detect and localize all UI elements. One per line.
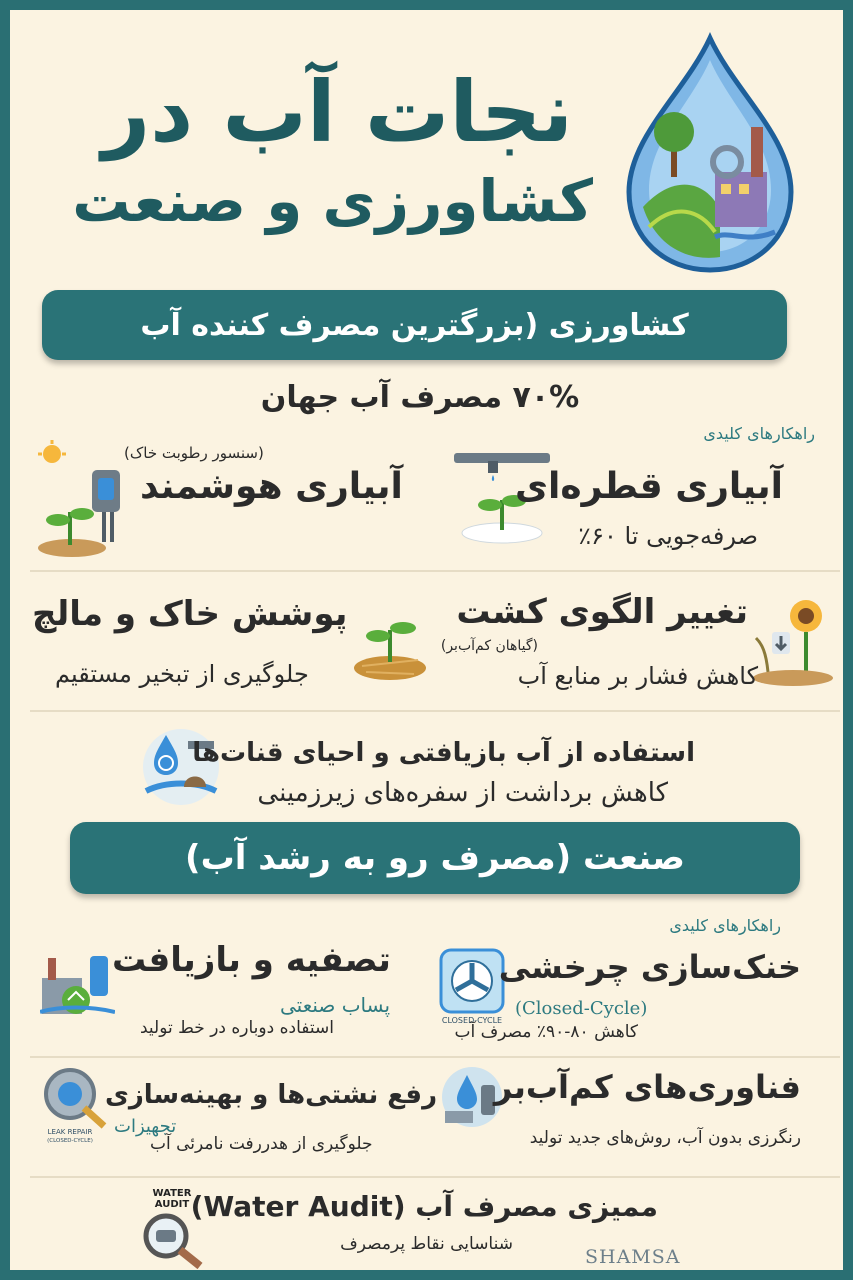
smart-irrigation-note: (سنسور رطوبت خاک)	[124, 444, 264, 462]
mulch-plant-icon	[348, 600, 433, 685]
leak-repair-title: رفع نشتی‌ها و بهینه‌سازی	[105, 1080, 438, 1110]
leak-icon-label1: LEAK REPAIR	[47, 1128, 93, 1136]
industry-banner-text: صنعت (مصرف رو به رشد آب)	[185, 838, 685, 878]
water-audit-title: ممیزی مصرف آب (Water Audit)	[190, 1190, 658, 1223]
treatment-note: پساب صنعتی	[280, 993, 391, 1017]
treatment-desc: استفاده دوباره در خط تولید	[140, 1018, 334, 1038]
smart-irrigation-title: آبیاری هوشمند	[140, 466, 403, 507]
recycled-water-title: استفاده از آب بازیافتی و احیای قنات‌ها	[192, 738, 695, 768]
section-divider	[30, 1176, 840, 1178]
section-divider	[30, 710, 840, 712]
page-title-line2: کشاورزی و صنعت	[72, 167, 593, 235]
mulch-desc: جلوگیری از تبخیر مستقیم	[55, 660, 309, 688]
leak-icon-label2: (CLOSED-CYCLE)	[47, 1138, 93, 1144]
low-water-tech-desc: رنگرزی بدون آب، روش‌های جدید تولید	[529, 1128, 801, 1148]
cooling-icon-label: CLOSED-CYCLE	[441, 1016, 503, 1025]
leak-repair-icon	[40, 1064, 115, 1144]
drip-irrigation-desc: صرفه‌جویی تا ۶۰٪	[578, 522, 758, 550]
industry-banner	[70, 822, 800, 894]
crop-pattern-title: تغییر الگوی کشت	[456, 592, 748, 632]
audit-icon-label2: AUDIT	[154, 1199, 190, 1210]
leak-repair-note: تجهیزات	[114, 1116, 177, 1137]
water-audit-desc: شناسایی نقاط پرمصرف	[340, 1234, 513, 1254]
cooling-note: (Closed-Cycle)	[515, 998, 648, 1019]
mulch-title: پوشش خاک و مالچ	[32, 594, 348, 634]
water-drop-icon	[615, 32, 805, 277]
smart-irrigation-icon	[32, 440, 137, 560]
audit-icon-label1: WATER	[152, 1188, 192, 1199]
leak-repair-desc: جلوگیری از هدررفت نامرئی آب	[150, 1134, 373, 1154]
agriculture-stat: ۷۰% مصرف آب جهان	[260, 380, 580, 415]
agriculture-banner-text: کشاورزی (بزرگترین مصرف کننده آب	[140, 307, 689, 343]
treatment-title: تصفیه و بازیافت	[112, 940, 391, 980]
cooling-fan-icon	[437, 946, 507, 1026]
page-title-line1: نجات آب در	[101, 63, 573, 161]
agriculture-banner	[42, 290, 787, 360]
industry-key-solutions: راهکارهای کلیدی	[669, 916, 781, 935]
drip-irrigation-title: آبیاری قطره‌ای	[515, 466, 783, 507]
sunflower-icon	[748, 592, 838, 687]
watermark: SHAMSA	[585, 1246, 681, 1268]
low-water-tech-title: فناوری‌های کم‌آب‌بر	[493, 1068, 801, 1106]
agriculture-key-solutions: راهکارهای کلیدی	[703, 424, 815, 443]
crop-pattern-note: (گیاهان کم‌آب‌بر)	[440, 638, 538, 654]
treatment-plant-icon	[40, 948, 115, 1018]
cooling-title: خنک‌سازی چرخشی	[498, 948, 801, 986]
recycled-water-desc: کاهش برداشت از سفره‌های زیرزمینی	[257, 778, 668, 808]
section-divider	[30, 570, 840, 572]
section-divider	[30, 1056, 840, 1058]
crop-pattern-desc: کاهش فشار بر منابع آب	[517, 662, 758, 690]
cooling-desc: کاهش ۸۰-۹۰٪ مصرف آب	[454, 1022, 638, 1042]
